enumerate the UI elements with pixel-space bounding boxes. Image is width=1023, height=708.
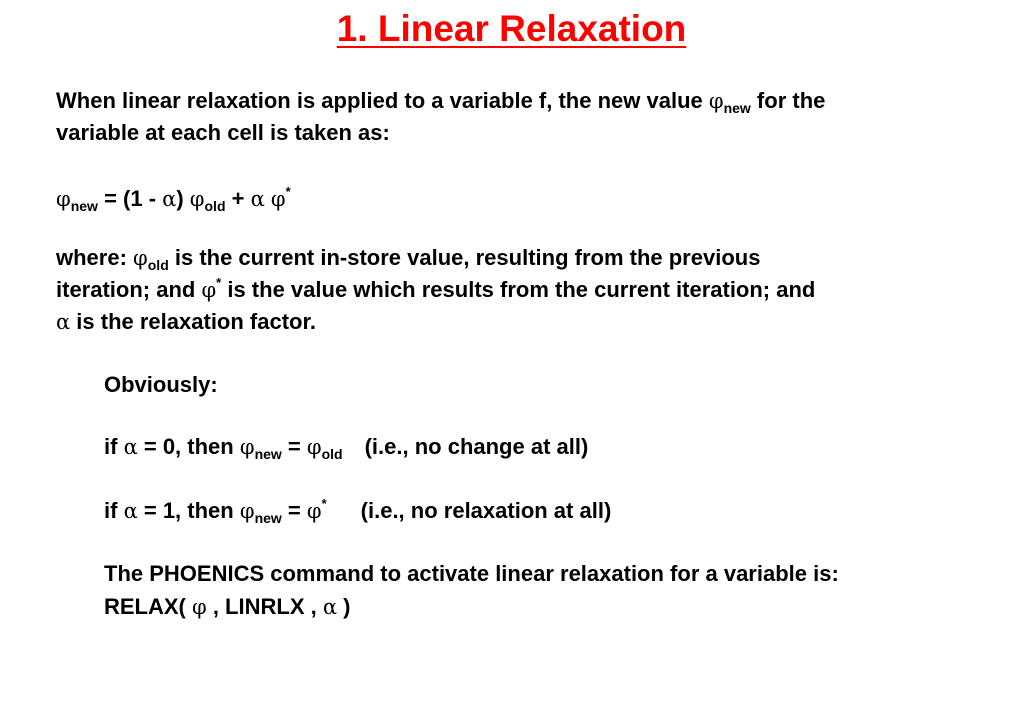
- case-alpha-zero-note: (i.e., no change at all): [364, 434, 589, 459]
- relax-command: RELAX( φ , LINRLX , α ): [104, 594, 351, 619]
- phi-symbol: φ: [708, 89, 724, 113]
- relaxation-formula: $\varphi_{new} = (1 - \alpha) \varphi_{old} + \alpha$ φ*: [56, 184, 291, 214]
- where-line-2: iteration; and φ* is the value which results from the current iteration; and: [56, 275, 816, 302]
- intro-line-1: When linear relaxation is applied to a variable f, the new value $\varphi_{new}$ for the: [56, 88, 826, 116]
- where-line-1: where: $\varphi_{old}$ is the current in-store value, resulting from the previous: [56, 245, 761, 273]
- page-title: 1. Linear Relaxation: [336, 8, 687, 49]
- obviously-heading: Obviously:: [104, 372, 218, 397]
- case-alpha-zero: if α = 0, then $\varphi_{new} = \varphi_{old}$ (i.e., no change at all): [104, 434, 589, 462]
- command-line-1: The PHOENICS command to activate linear relaxation for a variable is:: [104, 561, 839, 586]
- case-alpha-one-note: (i.e., no relaxation at all): [360, 498, 612, 523]
- intro-line-2: variable at each cell is taken as:: [56, 120, 390, 145]
- case-alpha-one: if α = 1, then $\varphi_{new} = \varphi^*$ (i.e., no relaxation at all): [104, 496, 612, 526]
- where-line-3: α is the relaxation factor.: [56, 309, 316, 334]
